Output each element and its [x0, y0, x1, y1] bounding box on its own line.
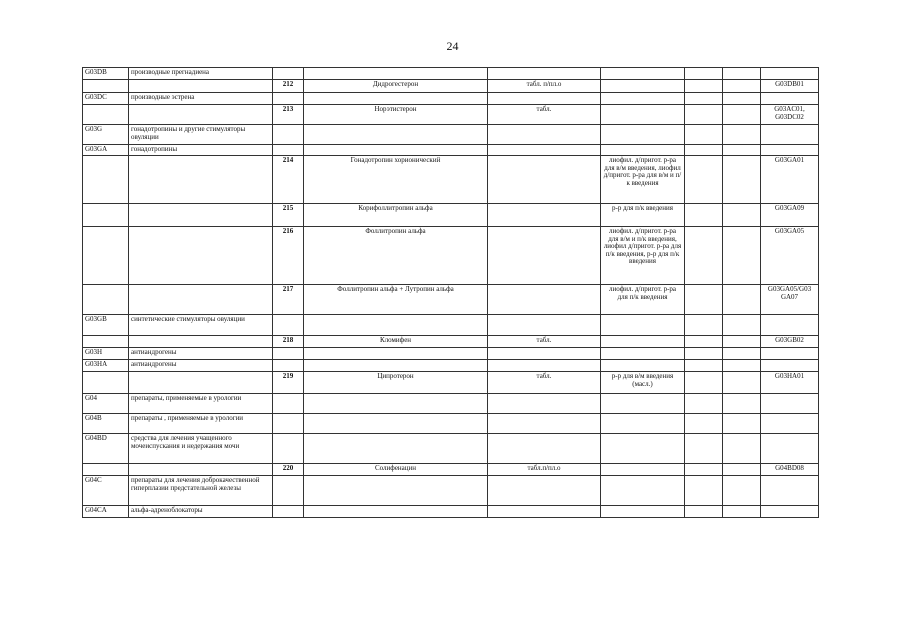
empty-cell	[723, 68, 761, 80]
empty-cell	[685, 227, 723, 285]
dosage-form-extra-cell	[601, 506, 685, 518]
empty-cell	[685, 285, 723, 315]
atc-code-cell	[761, 145, 819, 156]
group-name-cell: препараты для лечения доброкачественной гиперплазии предстательной железы	[129, 476, 273, 506]
atc-code-cell	[761, 315, 819, 336]
dosage-form-cell	[488, 204, 601, 227]
atc-code-cell: G03GA05	[761, 227, 819, 285]
atc-code-cell: G03GB02	[761, 336, 819, 348]
atc-code-cell	[761, 125, 819, 145]
empty-cell	[723, 93, 761, 105]
dosage-form-extra-cell	[601, 464, 685, 476]
atc-group-code-cell	[83, 372, 129, 394]
empty-cell	[685, 156, 723, 204]
empty-cell	[685, 394, 723, 414]
atc-group-code-cell	[83, 156, 129, 204]
table-row	[83, 145, 819, 156]
group-name-cell	[129, 105, 273, 125]
dosage-form-extra-cell	[601, 315, 685, 336]
atc-group-code-cell: G03DC	[83, 93, 129, 105]
dosage-form-cell: табл. п/пл.о	[488, 80, 601, 93]
table-row	[83, 476, 819, 506]
dosage-form-cell	[488, 348, 601, 360]
dosage-form-cell: табл.	[488, 336, 601, 348]
dosage-form-extra-cell	[601, 80, 685, 93]
empty-cell	[685, 372, 723, 394]
row-number-cell	[273, 125, 304, 145]
group-name-cell	[129, 336, 273, 348]
dosage-form-cell	[488, 414, 601, 434]
empty-cell	[723, 372, 761, 394]
row-number-cell	[273, 348, 304, 360]
empty-cell	[685, 93, 723, 105]
row-number-cell: 219	[273, 372, 304, 394]
atc-code-cell	[761, 348, 819, 360]
empty-cell	[685, 68, 723, 80]
empty-cell	[723, 227, 761, 285]
row-number-cell	[273, 506, 304, 518]
atc-code-cell: G03HA01	[761, 372, 819, 394]
atc-code-cell: G03GA01	[761, 156, 819, 204]
table-row	[83, 156, 819, 204]
group-name-cell	[129, 204, 273, 227]
drug-name-cell: Кломифен	[304, 336, 488, 348]
empty-cell	[723, 285, 761, 315]
atc-code-cell	[761, 476, 819, 506]
dosage-form-cell	[488, 93, 601, 105]
dosage-form-extra-cell	[601, 93, 685, 105]
empty-cell	[685, 336, 723, 348]
group-name-cell: альфа-адреноблокаторы	[129, 506, 273, 518]
atc-group-code-cell: G04BD	[83, 434, 129, 464]
atc-code-cell	[761, 360, 819, 372]
dosage-form-extra-cell: р-р для п/к введения	[601, 204, 685, 227]
table-row	[83, 227, 819, 285]
atc-code-cell	[761, 506, 819, 518]
drug-name-cell: Фоллитропин альфа + Лутропин альфа	[304, 285, 488, 315]
atc-code-cell: G03AC01, G03DC02	[761, 105, 819, 125]
drug-name-cell: Гонадотропин хорионический	[304, 156, 488, 204]
empty-cell	[685, 506, 723, 518]
atc-code-cell: G04BD08	[761, 464, 819, 476]
table-row	[83, 204, 819, 227]
table-row	[83, 93, 819, 105]
group-name-cell: гонадотропины	[129, 145, 273, 156]
atc-code-cell	[761, 68, 819, 80]
empty-cell	[685, 105, 723, 125]
group-name-cell: препараты , применяемые в урологии	[129, 414, 273, 434]
empty-cell	[685, 145, 723, 156]
empty-cell	[723, 394, 761, 414]
drug-name-cell	[304, 506, 488, 518]
table-row	[83, 348, 819, 360]
drug-name-cell	[304, 414, 488, 434]
dosage-form-cell	[488, 476, 601, 506]
table-row	[83, 464, 819, 476]
atc-group-code-cell: G03DB	[83, 68, 129, 80]
table-row	[83, 372, 819, 394]
empty-cell	[723, 80, 761, 93]
empty-cell	[723, 476, 761, 506]
row-number-cell	[273, 360, 304, 372]
group-name-cell	[129, 464, 273, 476]
dosage-form-extra-cell	[601, 68, 685, 80]
table-row	[83, 105, 819, 125]
row-number-cell	[273, 93, 304, 105]
empty-cell	[723, 145, 761, 156]
empty-cell	[723, 348, 761, 360]
drug-name-cell: Фоллитропин альфа	[304, 227, 488, 285]
atc-code-cell	[761, 434, 819, 464]
atc-group-code-cell	[83, 464, 129, 476]
dosage-form-extra-cell	[601, 394, 685, 414]
table-body	[83, 68, 819, 518]
dosage-form-extra-cell: лиофил. д/пригот. р-ра для в/м введения, лиофил д/пригот. р-ра для в/м и п/к введения	[601, 156, 685, 204]
dosage-form-cell: табл.	[488, 105, 601, 125]
row-number-cell: 213	[273, 105, 304, 125]
row-number-cell: 216	[273, 227, 304, 285]
empty-cell	[685, 204, 723, 227]
drug-name-cell	[304, 348, 488, 360]
group-name-cell	[129, 156, 273, 204]
table-row	[83, 506, 819, 518]
group-name-cell: производные эстрена	[129, 93, 273, 105]
atc-group-code-cell: G03G	[83, 125, 129, 145]
dosage-form-cell	[488, 506, 601, 518]
drug-name-cell: Норэтистерон	[304, 105, 488, 125]
table-row	[83, 68, 819, 80]
empty-cell	[685, 414, 723, 434]
empty-cell	[685, 348, 723, 360]
table-row	[83, 360, 819, 372]
drug-name-cell	[304, 434, 488, 464]
table-row	[83, 315, 819, 336]
dosage-form-cell	[488, 315, 601, 336]
row-number-cell	[273, 68, 304, 80]
empty-cell	[723, 336, 761, 348]
empty-cell	[723, 464, 761, 476]
row-number-cell: 217	[273, 285, 304, 315]
empty-cell	[685, 464, 723, 476]
atc-group-code-cell	[83, 336, 129, 348]
dosage-form-extra-cell	[601, 125, 685, 145]
table-row	[83, 394, 819, 414]
empty-cell	[723, 156, 761, 204]
dosage-form-extra-cell	[601, 476, 685, 506]
dosage-form-cell	[488, 145, 601, 156]
group-name-cell: синтетические стимуляторы овуляции	[129, 315, 273, 336]
empty-cell	[723, 204, 761, 227]
group-name-cell: гонадотропины и другие стимуляторы овуляции	[129, 125, 273, 145]
empty-cell	[685, 315, 723, 336]
empty-cell	[723, 315, 761, 336]
empty-cell	[723, 125, 761, 145]
drug-name-cell	[304, 315, 488, 336]
empty-cell	[723, 414, 761, 434]
drug-name-cell	[304, 145, 488, 156]
atc-group-code-cell: G04C	[83, 476, 129, 506]
atc-code-cell: G03DB01	[761, 80, 819, 93]
row-number-cell	[273, 394, 304, 414]
atc-code-cell: G03GA05/G03 GA07	[761, 285, 819, 315]
atc-group-code-cell: G04	[83, 394, 129, 414]
drug-name-cell: Дидрогестерон	[304, 80, 488, 93]
table-row	[83, 414, 819, 434]
atc-code-cell	[761, 93, 819, 105]
row-number-cell	[273, 476, 304, 506]
empty-cell	[723, 506, 761, 518]
row-number-cell: 212	[273, 80, 304, 93]
empty-cell	[723, 105, 761, 125]
dosage-form-cell	[488, 434, 601, 464]
group-name-cell: антиандрогены	[129, 348, 273, 360]
atc-code-cell	[761, 394, 819, 414]
dosage-form-extra-cell: лиофил. д/пригот. р-ра для п/к введения	[601, 285, 685, 315]
dosage-form-extra-cell	[601, 414, 685, 434]
empty-cell	[685, 434, 723, 464]
group-name-cell: производные прегнадиена	[129, 68, 273, 80]
group-name-cell	[129, 227, 273, 285]
row-number-cell	[273, 414, 304, 434]
table-row	[83, 336, 819, 348]
empty-cell	[685, 360, 723, 372]
drug-name-cell	[304, 360, 488, 372]
atc-group-code-cell: G04B	[83, 414, 129, 434]
dosage-form-extra-cell	[601, 360, 685, 372]
drug-name-cell: Ципротерон	[304, 372, 488, 394]
empty-cell	[685, 125, 723, 145]
atc-group-code-cell	[83, 105, 129, 125]
dosage-form-extra-cell: р-р для в/м введения (масл.)	[601, 372, 685, 394]
atc-group-code-cell	[83, 80, 129, 93]
row-number-cell: 218	[273, 336, 304, 348]
group-name-cell: препараты, применяемые в урологии	[129, 394, 273, 414]
group-name-cell: средства для лечения учащенного мочеиспускания и недержания мочи	[129, 434, 273, 464]
drug-name-cell	[304, 394, 488, 414]
dosage-form-cell	[488, 227, 601, 285]
dosage-form-extra-cell	[601, 348, 685, 360]
dosage-form-cell: табл.п/пл.о	[488, 464, 601, 476]
drug-table	[82, 67, 819, 518]
drug-name-cell	[304, 68, 488, 80]
dosage-form-extra-cell: лиофил. д/пригот. р-ра для в/м и п/к введения, лиофил д/пригот. р-ра для п/к введения, р-р для п/к введения	[601, 227, 685, 285]
atc-code-cell	[761, 414, 819, 434]
atc-code-cell: G03GA09	[761, 204, 819, 227]
atc-group-code-cell	[83, 285, 129, 315]
empty-cell	[723, 360, 761, 372]
atc-group-code-cell: G03GA	[83, 145, 129, 156]
atc-group-code-cell	[83, 227, 129, 285]
group-name-cell: антиандрогены	[129, 360, 273, 372]
page-number: 24	[446, 39, 459, 53]
dosage-form-cell	[488, 156, 601, 204]
group-name-cell	[129, 80, 273, 93]
dosage-form-cell	[488, 125, 601, 145]
drug-name-cell: Солифенацин	[304, 464, 488, 476]
dosage-form-extra-cell	[601, 105, 685, 125]
drug-name-cell	[304, 476, 488, 506]
row-number-cell: 220	[273, 464, 304, 476]
dosage-form-extra-cell	[601, 434, 685, 464]
group-name-cell	[129, 285, 273, 315]
group-name-cell	[129, 372, 273, 394]
atc-group-code-cell	[83, 204, 129, 227]
dosage-form-cell	[488, 360, 601, 372]
table-row	[83, 125, 819, 145]
empty-cell	[685, 80, 723, 93]
table-row	[83, 285, 819, 315]
empty-cell	[685, 476, 723, 506]
table-row	[83, 434, 819, 464]
row-number-cell	[273, 145, 304, 156]
atc-group-code-cell: G03GB	[83, 315, 129, 336]
drug-name-cell: Корифоллитропин альфа	[304, 204, 488, 227]
dosage-form-cell	[488, 394, 601, 414]
row-number-cell	[273, 315, 304, 336]
row-number-cell: 214	[273, 156, 304, 204]
dosage-form-cell: табл.	[488, 372, 601, 394]
atc-group-code-cell: G03HA	[83, 360, 129, 372]
dosage-form-cell	[488, 285, 601, 315]
drug-name-cell	[304, 93, 488, 105]
table-row	[83, 80, 819, 93]
atc-group-code-cell: G03H	[83, 348, 129, 360]
dosage-form-extra-cell	[601, 145, 685, 156]
drug-name-cell	[304, 125, 488, 145]
row-number-cell	[273, 434, 304, 464]
dosage-form-cell	[488, 68, 601, 80]
empty-cell	[723, 434, 761, 464]
row-number-cell: 215	[273, 204, 304, 227]
dosage-form-extra-cell	[601, 336, 685, 348]
atc-group-code-cell: G04CA	[83, 506, 129, 518]
